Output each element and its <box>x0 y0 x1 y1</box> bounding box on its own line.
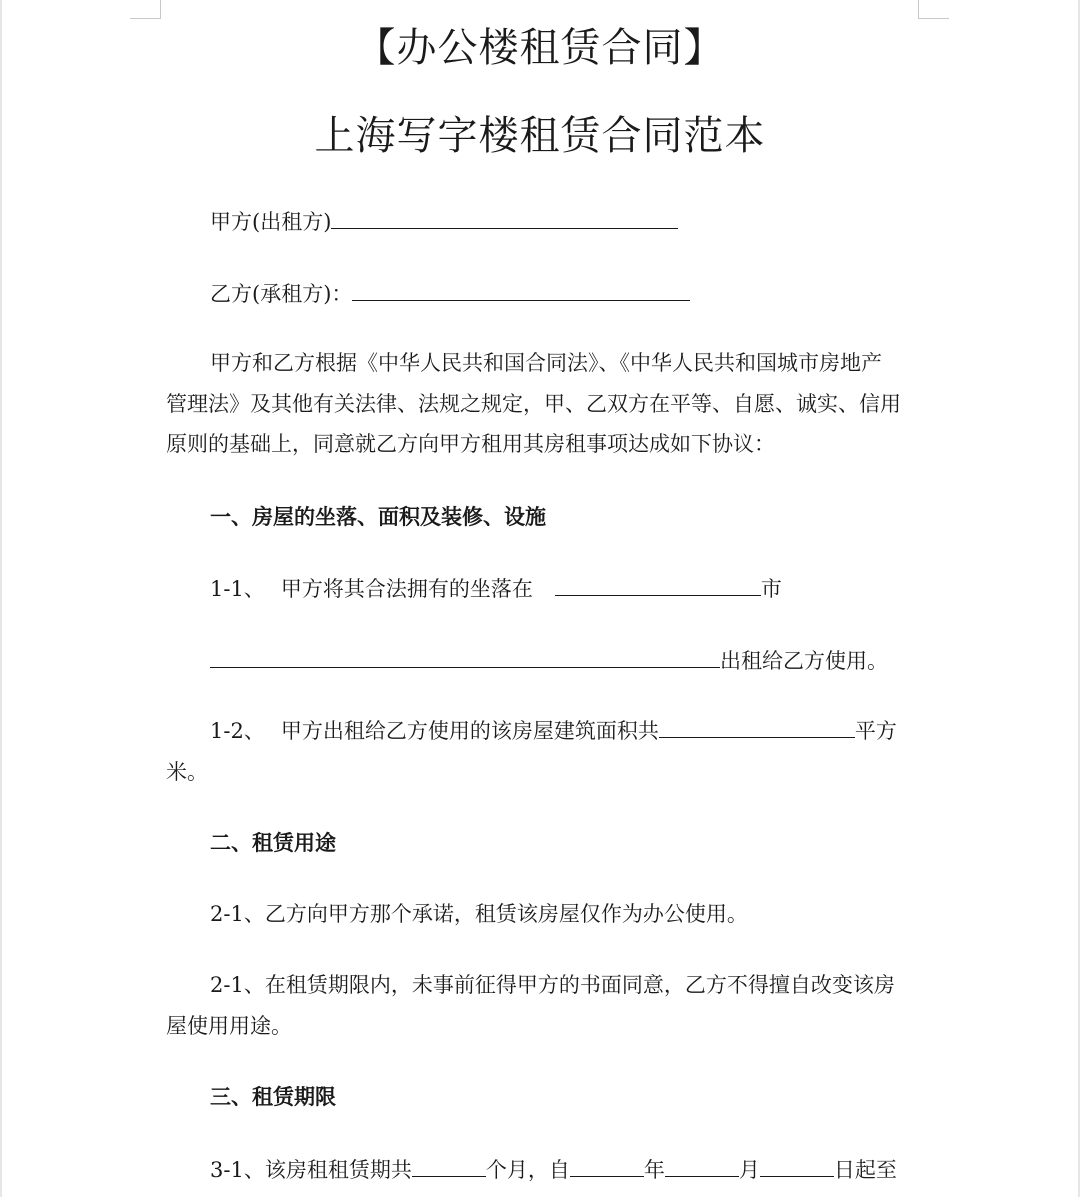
margin-corner-mark-left <box>130 0 161 19</box>
party-b-blank <box>352 278 690 301</box>
party-b-label: 乙方(承租方)： <box>210 282 353 306</box>
page-edge-left <box>0 0 2 1197</box>
section-3-heading: 三、租赁期限 <box>210 1084 336 1109</box>
document-subtitle: 上海写字楼租赁合同范本 <box>314 113 766 159</box>
clause-2-1b-line-1: 2-1、在租赁期限内，未事前征得甲方的书面同意，乙方不得擅自改变该房 <box>210 973 895 997</box>
party-a-blank <box>331 206 678 229</box>
section-1-heading: 一、房屋的坐落、面积及装修、设施 <box>210 504 546 529</box>
party-a-label: 甲方(出租方) <box>210 210 332 234</box>
months-blank <box>412 1154 486 1177</box>
document-title: 【办公楼租赁合同】 <box>355 25 725 71</box>
clause-3-1-line <box>210 1154 897 1185</box>
clause-1-2-text: 甲方出租给乙方使用的该房屋建筑面积共 <box>280 719 659 743</box>
clause-3-1-day: 日起至 <box>833 1158 897 1182</box>
address-blank <box>210 645 720 668</box>
clause-1-1-city: 市 <box>760 577 782 601</box>
clause-1-2-unit: 平方 <box>854 719 897 743</box>
city-blank <box>555 573 761 596</box>
party-b-line <box>210 278 690 309</box>
year-blank <box>570 1154 644 1177</box>
clause-1-1-continued <box>210 645 888 676</box>
area-blank <box>659 715 855 738</box>
preamble-line-2: 管理法》及其他有关法律、法规之规定，甲、乙双方在平等、自愿、诚实、信用 <box>166 392 901 416</box>
party-a-line <box>210 206 678 237</box>
month-blank <box>665 1154 739 1177</box>
section-2-heading: 二、租赁用途 <box>210 830 336 855</box>
clause-1-1-text: 甲方将其合法拥有的坐落在 <box>280 577 533 601</box>
day-blank <box>760 1154 834 1177</box>
clause-1-1-line <box>210 573 782 604</box>
clause-1-2-number: 1-2、 <box>210 719 265 743</box>
clause-1-2-line <box>210 715 897 746</box>
clause-1-2-unit-wrap: 米。 <box>166 760 208 784</box>
clause-2-1b-line-2: 屋使用用途。 <box>166 1014 292 1038</box>
clause-3-1-year: 年 <box>643 1158 665 1182</box>
preamble-line-3: 原则的基础上，同意就乙方向甲方租用其房租事项达成如下协议： <box>166 432 775 456</box>
margin-corner-mark-right <box>918 0 949 19</box>
clause-1-1-number: 1-1、 <box>210 577 265 601</box>
preamble-line-1: 甲方和乙方根据《中华人民共和国合同法》、《中华人民共和国城市房地产 <box>210 351 882 375</box>
clause-2-1a: 2-1、乙方向甲方那个承诺，租赁该房屋仅作为办公使用。 <box>210 902 748 926</box>
clause-1-1-tail: 出租给乙方使用。 <box>720 649 888 673</box>
clause-3-1-months: 个月，自 <box>485 1158 570 1182</box>
clause-3-1-text: 3-1、该房租租赁期共 <box>210 1158 412 1182</box>
clause-3-1-month: 月 <box>738 1158 760 1182</box>
